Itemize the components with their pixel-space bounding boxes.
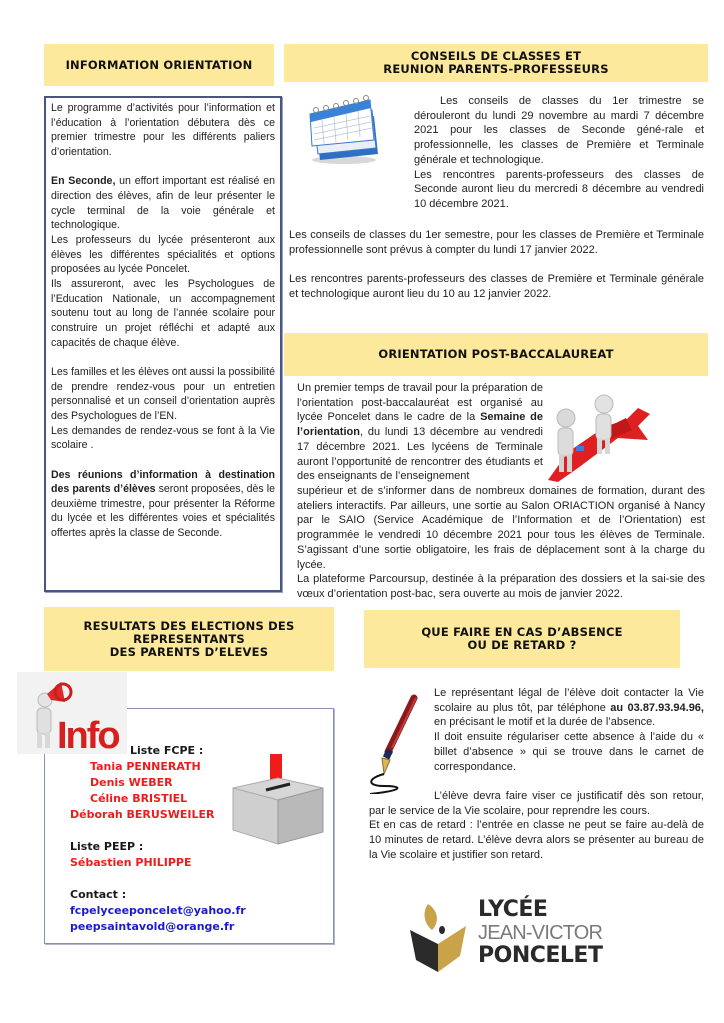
- conseils-text-top: [414, 94, 704, 212]
- email-link-peep[interactable]: peepsaintavold@orange.fr: [70, 920, 235, 933]
- conseils-banner: [284, 44, 708, 82]
- paragraph: Les rencontres parents-professeurs des classes de Seconde auront lieu du mercredi 8 décembre au vendredi 10 décembre 2021.: [414, 168, 704, 210]
- calendar-icon: [300, 88, 382, 166]
- paragraph: Les rencontres parents-professeurs des classes de Première et Terminale générale et technologique auront lieu du 10 au 12 janvier 2022.: [289, 273, 704, 300]
- paragraph: Les conseils de classes du 1er semestre, pour les classes de Première et Terminale professionnelle sont prévus à compter du lundi 17 janvier 2022.: [289, 229, 704, 256]
- bold-text: Semaine de l’orientation: [297, 411, 543, 439]
- logo-line1: LYCÉE: [478, 897, 548, 922]
- paragraph: L’élève devra faire viser ce justificatif dès son retour, par le service de la Vie scolaire, pour reprendre les cours.: [369, 790, 704, 817]
- post-bac-title: ORIENTATION POST-BACCALAUREAT: [378, 347, 614, 361]
- logo-line2: JEAN-VICTOR: [478, 922, 603, 944]
- paragraph: Et en cas de retard : l’entrée en classe ne peut se faire au-delà de 10 minutes de retard. L’élève devra alors se présenter au bureau de la Vie scolaire et justifier son retard.: [369, 819, 704, 861]
- paragraph: La plateforme Parcoursup, destinée à la préparation des dossiers et la sai-sie des vœux d’orientation post-bac, sera ouverte au mois de janvier 2022.: [297, 573, 705, 600]
- absence-title-line1: QUE FAIRE EN CAS D’ABSENCE: [421, 625, 623, 639]
- paragraph: Il doit ensuite régulariser cette absence à l’aide du « billet d’absence » qui se trouve dans le carnet de correspondance.: [434, 731, 704, 773]
- bold-text: Des réunions d’information à destination des parents d’élèves: [51, 468, 275, 496]
- bold-text: En Seconde,: [51, 175, 116, 188]
- contact-label: Contact :: [70, 888, 127, 901]
- peep-member: Sébastien PHILIPPE: [70, 856, 192, 869]
- paragraph: supérieur et de s’informer dans de nombreux domaines de formation, durant des ateliers interactifs. Par ailleurs, une sortie au Salon ORIACTION organisé à Nancy par le SAIO (Service Académique de l’Information et de l’Orientation) est programmée le vendredi 10 décembre 2021 pour tous les élèves de Terminale. S’agissant d’une sortie obligatoire, les frais de déplacement sont à la charge du lycée.: [297, 485, 705, 571]
- logo-book-icon: [408, 900, 468, 972]
- conseils-title-line1: CONSEILS DE CLASSES ET: [410, 49, 582, 63]
- conseils-text-bottom: [289, 228, 704, 302]
- post-bac-banner: [284, 333, 708, 376]
- text: un effort important est réalisé en direction des élèves, afin de leur présenter le cycle terminal de la voie générale et technologique.: [51, 175, 275, 232]
- fcpe-member: Denis WEBER: [90, 776, 173, 789]
- paragraph: [297, 381, 543, 484]
- absence-banner: [364, 610, 680, 668]
- absence-title-line2: OU DE RETARD ?: [467, 638, 577, 652]
- crossroads-image: [548, 382, 656, 482]
- conseils-title-line2: REUNION PARENTS-PROFESSEURS: [383, 62, 609, 76]
- peep-label: Liste PEEP :: [70, 840, 144, 853]
- fcpe-member: Déborah BERUSWEILER: [70, 808, 215, 821]
- fcpe-member: Tania PENNERATH: [90, 760, 201, 773]
- elections-title-line1: RESULTATS DES ELECTIONS DES: [83, 618, 295, 633]
- paragraph: [434, 686, 704, 730]
- paragraph: Les professeurs du lycée présenteront aux élèves les différentes spécialités et options proposées au lycée Poncelet.: [51, 233, 275, 276]
- absence-text-bottom: [369, 789, 704, 863]
- info-megaphone-image: [17, 672, 127, 754]
- paragraph: Les conseils de classes du 1er trimestre se dérouleront du lundi 29 novembre au mardi 7 décembre 2021 pour les classes de Seconde géné-rale et professionnelle, les classes de Première et Terminale générale et technologique.: [414, 95, 704, 166]
- paragraph: Les familles et les élèves ont aussi la possibilité de prendre rendez-vous pour un entretien personnalisé et un conseil d’orientation auprès des Psychologues de l’EN.: [51, 365, 275, 422]
- text: seront proposées, dès le deuxième trimestre, pour présenter la Réforme du lycée et les différentes voies et spécialités offertes après la classe de Seconde.: [51, 483, 275, 540]
- info-orientation-box: [44, 96, 282, 592]
- paragraph: Le programme d’activités pour l’information et l’éducation à l’orientation débutera dès ce premier trimestre pour les différents paliers d’orientation.: [51, 102, 275, 158]
- paragraph: Ils assureront, avec les Psychologues de l’Education Nationale, un accompagnement soutenu tout au long de l’année scolaire pour construire un projet réfléchi et adapté aux capacités de chaque élève.: [51, 277, 275, 349]
- elections-banner: [44, 607, 334, 671]
- paragraph: [51, 468, 275, 541]
- fcpe-label: Liste FCPE :: [130, 744, 204, 757]
- absence-text-top: [434, 686, 704, 774]
- email-link-fcpe[interactable]: fcpelyceeponcelet@yahoo.fr: [70, 904, 246, 917]
- info-orientation-banner: [44, 44, 274, 86]
- text: Un premier temps de travail pour la préparation de l’orientation post-baccalauréat est organisé au lycée Poncelet dans le cadre de la: [297, 382, 543, 424]
- info-orientation-title: INFORMATION ORIENTATION: [65, 57, 253, 72]
- lycee-logo: [408, 898, 648, 974]
- fountain-pen-icon: [366, 694, 428, 794]
- elections-content: [70, 743, 250, 935]
- text: en précisant le motif et la durée de l’absence.: [434, 716, 656, 729]
- fcpe-member: Céline BRISTIEL: [90, 792, 188, 805]
- text: Le représentant légal de l’élève doit contacter la Vie scolaire au plus tôt, par téléphone: [434, 687, 704, 714]
- phone-number: au 03.87.93.94.96,: [610, 701, 704, 714]
- text: , du lundi 13 décembre au vendredi 17 décembre 2021. Les lycéens de Terminale auront l’opportunité de rencontrer des étudiants et des enseignants de l’enseignement: [297, 426, 543, 483]
- post-bac-text-top: [297, 381, 543, 484]
- elections-title-line3: DES PARENTS D’ELEVES: [109, 644, 269, 659]
- info-image-text: Info: [57, 715, 119, 754]
- elections-title-line2: REPRESENTANTS: [133, 631, 245, 646]
- info-orientation-text: [51, 101, 275, 541]
- paragraph: [51, 174, 275, 233]
- paragraph: Les demandes de rendez-vous se font à la Vie scolaire .: [51, 424, 275, 452]
- post-bac-text-bottom: [297, 484, 705, 602]
- logo-line3: PONCELET: [478, 943, 603, 968]
